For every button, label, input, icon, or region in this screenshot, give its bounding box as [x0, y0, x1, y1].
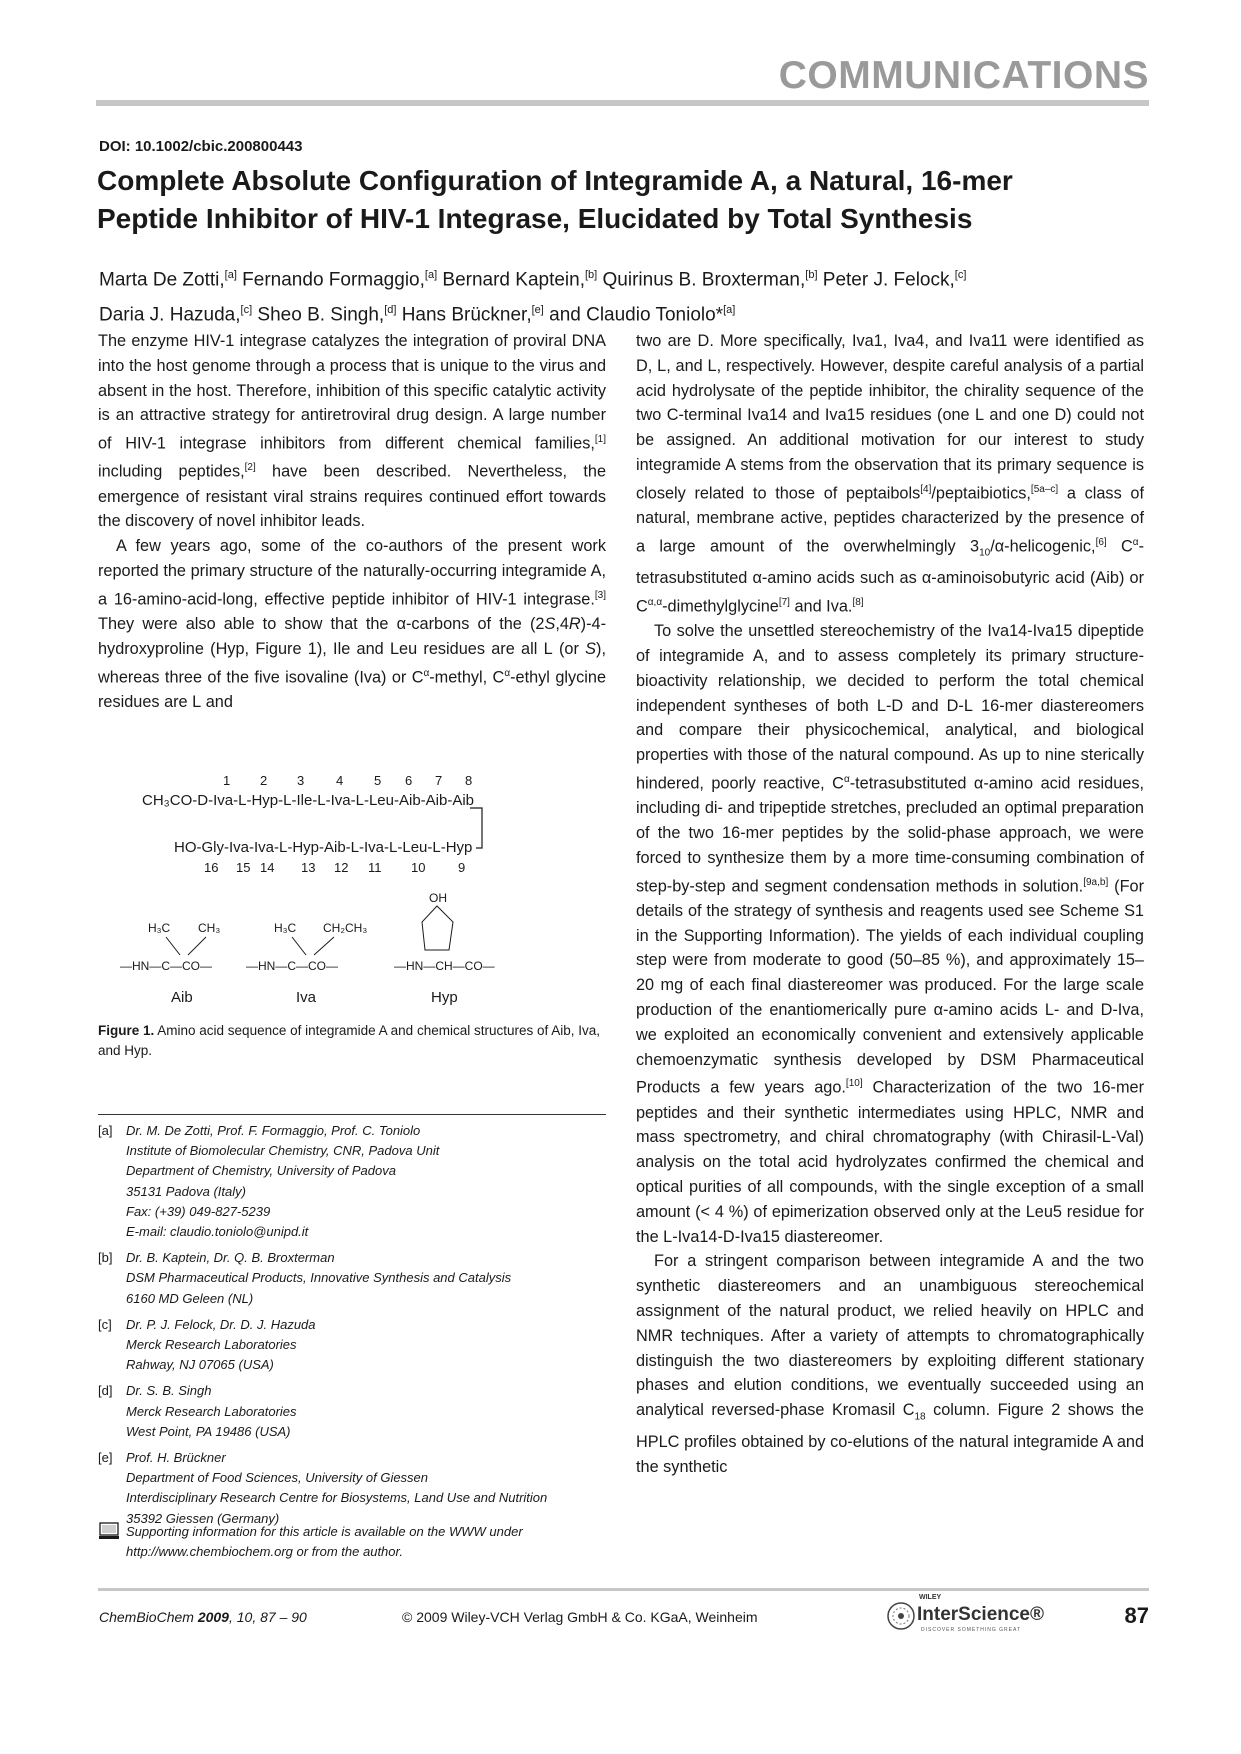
hyp-structure [394, 891, 495, 1006]
residue-number: 16 [204, 860, 219, 875]
bottom-sequence: HO-Gly-Iva-Iva-L-Hyp-Aib-L-Iva-L-Leu-L-Hyp [174, 839, 473, 856]
affiliation-mark: [c] [240, 304, 253, 317]
residue-number: 5 [374, 773, 382, 788]
author: and Claudio Toniolo* [549, 304, 724, 326]
footnote-b: [b] Dr. B. Kaptein, Dr. Q. B. Broxterman DSM Pharmaceutical Products, Innovative Synthesis and Catalysis 6160 MD Geleen (NL) [98, 1250, 512, 1306]
residue-number: 13 [301, 860, 316, 875]
figure-1-caption: Figure 1. Amino acid sequence of integramide A and chemical structures of Aib, Iva, and Hyp. [98, 1023, 601, 1058]
right-column [636, 329, 1144, 1480]
svg-text:—HN—C—CO—: —HN—C—CO— [246, 959, 338, 973]
svg-text:Iva: Iva [296, 989, 317, 1006]
author: Hans Brückner, [401, 304, 532, 326]
author: Daria J. Hazuda, [99, 304, 241, 326]
residue-number: 3 [297, 773, 305, 788]
affiliation-mark: [e] [531, 304, 544, 317]
residue-number: 9 [458, 860, 466, 875]
residue-number: 6 [405, 773, 413, 788]
residue-number: 11 [368, 860, 382, 875]
author: Peter J. Felock, [822, 269, 955, 291]
footnote-a: [a] Dr. M. De Zotti, Prof. F. Formaggio, Prof. C. Toniolo Institute of Biomolecular Chemistry, CNR, Padova Unit Department of Chemistry, University of Padova 35131 Padova (Italy) Fax: (+39) 049-827-5239 E-mail: claudio.toniolo@unipd.it [98, 1121, 618, 1242]
author: Fernando Formaggio, [242, 269, 425, 291]
paragraph-continuation: two are D. More specifically, Iva1, Iva4, and Iva11 were identified as D, L, and L, respectively. However, despite careful analysis of a partial acid hydrolysate of the peptide inhibitor, the chirality sequence of the two C-terminal Iva14 and Iva15 residues (one L and one D) could not be assigned. An additional motivation for our interest to study integramide A stems from the observation that its primary sequence is closely related to those of peptaibols[4]/peptaibiotics,[5a–c] a class of natural, membrane active, peptides characterized by the presence of a large amount of the overwhelmingly $3_{10}/\alpha-helicogenic,[6]$ $C^\alpha$-tetrasubstituted α-amino acids such as α-aminoisobutyric acid (Aib) or $C^{\alpha,\alpha}-dimethylglycine[7]$ and Iva.[8] [636, 332, 1144, 616]
affiliation-mark: [c] [954, 269, 967, 281]
footnote-e: [e] Prof. H. Brückner Department of Food Sciences, University of Giessen Interdisciplinary Research Centre for Biosystems, Land Use and Nutrition 35392 Giessen (Germany) [98, 1450, 548, 1526]
affiliation-mark: [b] [805, 269, 818, 281]
author-line-2 [99, 295, 1159, 330]
author-line-1 [99, 260, 1159, 295]
top-sequence: CH₃CO-D-Iva-L-Hyp-L-Ile-L-Iva-L-Leu-Aib-Aib-Aib [142, 792, 475, 809]
paragraph-synthesis: To solve the unsettled stereochemistry of the Iva14-Iva15 dipeptide of integramide A, and to assess completely its primary structure-bioactivity relationship, we decided to perform the total chemical independent syntheses of both L-D and D-L 16-mer diastereomers and compare their physicochemical, analytical, and biological properties with those of the natural compound. As up to nine sterically hindered, poorly reactive, $C^\alpha$-tetrasubstituted α-amino acid residues, including di- and tripeptide stretches, precluded an optimal preparation of the two 16-mer peptides by the solid-phase approach, we were forced to synthesize them by a more time-consuming combination of step-by-step and segment condensation methods in solution.[9a,b] (For details of the strategy of synthesis and reagents used see Scheme S1 in the Supporting Information). The yields of each individual coupling step were from moderate to good (50–85 %), and approximately 15–20 mg of each final diastereomer was produced. For the large scale production of the enantiomerically pure α-amino acids L- and D-Iva, we exploited an economically convenient and extensively applicable chemoenzymatic synthesis developed by DSM Pharmaceutical Products a few years ago.[10] Characterization of the two 16-mer peptides and their synthetic intermediates using HPLC, NMR and mass spectrometry, and chiral chromatography (with Chirasil-L-Val) analysis on the total acid hydrolyzates confirmed the chemical and optical purities of all compounds, with the single exception of a small amount (< 4 %) of epimerization observed only at the Leu5 residue for the L-Iva14-D-Iva15 diastereomer. [636, 622, 1144, 1246]
author: Quirinus B. Broxterman, [602, 269, 806, 291]
affiliation-footnotes [98, 1121, 618, 1535]
paragraph-intro: The enzyme HIV-1 integrase catalyzes the integration of proviral DNA into the host genome through a process that is unique to the virus and absent in the host. Therefore, inhibition of this specific catalytic activity is an attractive strategy for antiretroviral drug design. A large number of HIV-1 integrase inhibitors from different chemical families,[1] including peptides,[2] have been described. Nevertheless, the emergence of resistant viral strains requires continued effort towards the discovery of novel inhibitor leads. [98, 332, 607, 531]
page-number: 87 [1124, 1603, 1149, 1628]
affiliation-mark: [a] [424, 269, 438, 281]
svg-text:CH₃: CH₃ [198, 921, 221, 935]
residue-number: 12 [334, 860, 349, 875]
residue-number: 2 [260, 773, 268, 788]
affiliation-mark: [a] [224, 269, 237, 281]
article-title [97, 162, 1157, 238]
residue-number: 10 [411, 860, 426, 875]
supporting-info-link[interactable]: http://www.chembiochem.org or from the author. [126, 1544, 403, 1560]
affiliation-mark: [a] [723, 304, 736, 317]
svg-text:—HN—C—CO—: —HN—C—CO— [120, 959, 212, 973]
computer-icon [98, 1522, 126, 1562]
svg-text:OH: OH [429, 891, 447, 905]
affiliation-mark: [d] [384, 304, 397, 317]
figure-1 [98, 772, 606, 1028]
iva-structure [246, 921, 367, 1006]
residue-number: 8 [465, 773, 473, 788]
paragraph-background: A few years ago, some of the co-authors of the present work reported the primary structure of the naturally-occurring integramide A, a 16-amino-acid-long, effective peptide inhibitor of HIV-1 integrase.[3] They were also able to show that the α-carbons of the (2S,4R)-4-hydroxyproline (Hyp, Figure 1), Ile and Leu residues are all L (or S), whereas three of the five isovaline (Iva) or $C^\alpha$-methyl, $C^\alpha$-ethyl glycine residues are L and [98, 537, 606, 711]
affiliation-mark: [b] [585, 269, 598, 281]
svg-text:CH₂CH₃: CH₂CH₃ [323, 921, 368, 935]
author-list [99, 260, 1159, 331]
email-link[interactable]: E-mail: claudio.toniolo@unipd.it [126, 1224, 309, 1240]
svg-text:Aib: Aib [171, 989, 193, 1006]
svg-text:H₃C: H₃C [148, 921, 171, 935]
left-column [98, 329, 606, 715]
journal-citation: ChemBioChem 2009, 10, 87 – 90 [99, 1609, 307, 1625]
globe-icon [887, 1598, 915, 1634]
residue-number: 1 [223, 773, 231, 788]
copyright-notice: © 2009 Wiley-VCH Verlag GmbH & Co. KGaA, Weinheim [402, 1609, 758, 1625]
supporting-info-note: Supporting information for this article is available on the WWW under http://www.chembiochem.org or from the author. [98, 1522, 618, 1562]
residue-number: 15 [236, 860, 251, 875]
residue-number: 7 [435, 773, 443, 788]
paragraph-hplc: For a stringent comparison between integramide A and the two synthetic diastereomers and an unambiguous stereochemical assignment of the natural product, we relied heavily on HPLC and NMR techniques. After a variety of attempts to chromatographically distinguish the two diastereomers by exploiting different stationary phases and elution conditions, we eventually succeeded using an analytical reversed-phase Kromasil $C_{18}$ column. Figure 2 shows the HPLC profiles obtained by co-elutions of the natural integramide A and the synthetic [636, 1252, 1144, 1477]
svg-text:Hyp: Hyp [431, 989, 458, 1006]
residue-number: 14 [260, 860, 275, 875]
title-line-1: Complete Absolute Configuration of Integramide A, a Natural, 16-mer [97, 165, 1013, 196]
aib-structure [120, 921, 220, 1006]
interscience-logo: WILEY InterScience® DISCOVER SOMETHING GREAT [887, 1598, 1057, 1638]
author: Marta De Zotti, [99, 269, 225, 291]
svg-text:H₃C: H₃C [274, 921, 297, 935]
footnote-d: [d] Dr. S. B. Singh Merck Research Laboratories West Point, PA 19486 (USA) [98, 1383, 297, 1439]
title-line-2: Peptide Inhibitor of HIV-1 Integrase, Elucidated by Total Synthesis [97, 203, 973, 234]
section-label: COMMUNICATIONS [778, 54, 1149, 97]
svg-text:—HN—CH—CO—: —HN—CH—CO— [394, 959, 495, 973]
author: Bernard Kaptein, [442, 269, 585, 291]
footnote-rule [98, 1114, 606, 1115]
header-rule [96, 100, 1149, 106]
doi: DOI: 10.1002/cbic.200800443 [99, 138, 303, 155]
footnote-c: [c] Dr. P. J. Felock, Dr. D. J. Hazuda Merck Research Laboratories Rahway, NJ 07065 (USA) [98, 1316, 316, 1373]
residue-number: 4 [336, 773, 344, 788]
author: Sheo B. Singh, [257, 304, 385, 326]
footer-rule [98, 1588, 1149, 1591]
